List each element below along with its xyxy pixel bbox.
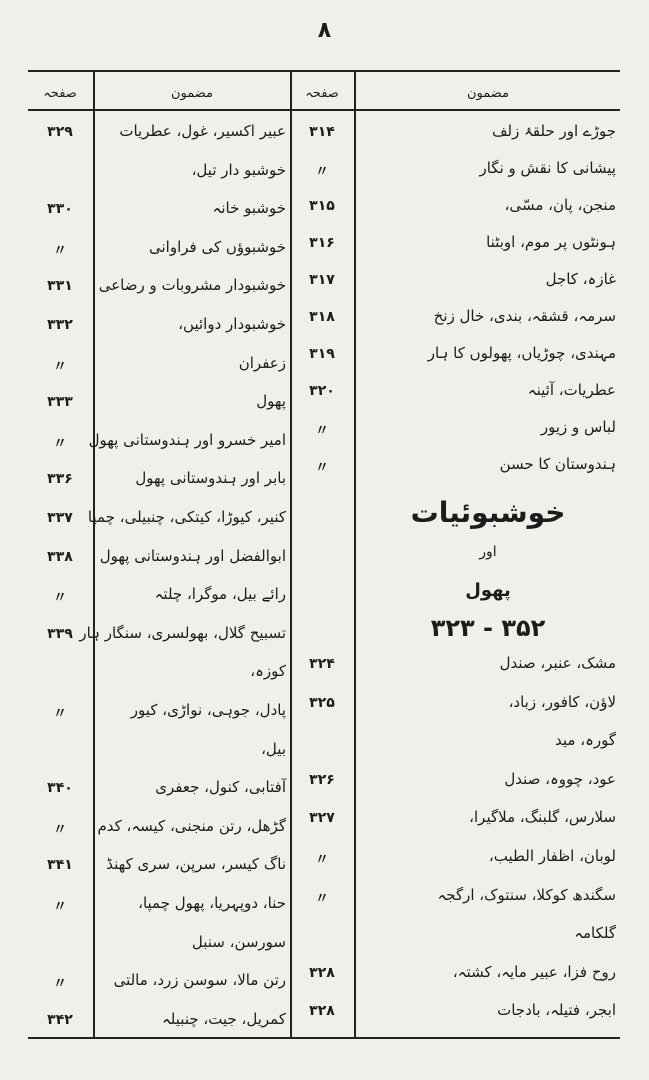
right-row-subject: لاؤن، کافور، زباد،	[508, 692, 616, 711]
left-row-page: ۳۳۶	[47, 471, 73, 488]
left-row-page: 〃	[53, 899, 67, 915]
right-row-page: 〃	[315, 852, 329, 868]
header-page-right: صفحہ	[305, 86, 339, 101]
left-row-subject: پھول	[256, 392, 286, 411]
right-row-subject: روح فزا، عبیر مایہ، کشتہ،	[452, 962, 616, 981]
left-row-page: ۳۳۲	[47, 317, 73, 333]
left-row-subject: خوشبودار دوائیں،	[178, 315, 286, 333]
section-page-range: ۳۲۳ - ۳۵۲	[430, 614, 546, 642]
column-divider-right	[354, 70, 356, 1039]
right-row-subject: مشک، عنبر، صندل	[499, 654, 616, 672]
right-row-subject: مہندی، چوڑیاں، پھولوں کا ہار	[427, 344, 616, 362]
left-row-subject: ابوالفضل اور ہندوستانی پھول	[99, 546, 286, 565]
left-row-subject: بابر اور ہندوستانی پھول	[135, 469, 286, 488]
left-row-subject: رتن مالا، سوسن زرد، مالتی	[113, 971, 286, 990]
left-row-subject: بیل،	[261, 739, 286, 758]
column-divider-middle	[290, 70, 292, 1039]
right-row-page: ۳۱۴	[309, 124, 335, 140]
left-row-page: 〃	[53, 590, 67, 607]
left-row-page: ۳۳۹	[47, 625, 73, 642]
right-row-subject: سلارس، گلبنگ، ملاگیرا،	[469, 808, 616, 827]
right-row-page: ۳۱۶	[309, 235, 335, 251]
left-row-subject: ناگ کیسر، سرپن، سری کھنڈ	[106, 855, 286, 874]
section-connector: اور	[479, 544, 497, 560]
header-subject-right: مضمون	[466, 86, 509, 101]
left-row-page: 〃	[53, 358, 67, 375]
right-row-subject: ہونٹوں پر موم، اوبٹنا	[486, 233, 616, 251]
right-row-page: 〃	[315, 423, 329, 439]
left-row-page: ۳۴۲	[47, 1011, 73, 1028]
left-row-subject: زعفران	[238, 353, 286, 372]
left-row-subject: کمریل، جیت، چنبیلہ	[162, 1009, 286, 1028]
section-subtitle: پھول	[465, 580, 511, 601]
right-row-subject: گورہ، مید	[555, 731, 616, 750]
right-row-subject: سگندھ کوکلا، سنتوک، ارگجہ	[437, 885, 616, 904]
right-row-page: 〃	[315, 164, 329, 180]
header-subject-left: مضمون	[170, 86, 213, 101]
right-row-subject: پیشانی کا نقش و نگار	[479, 159, 616, 177]
left-row-subject: خوشبو خانہ	[212, 199, 286, 218]
column-divider-left	[93, 70, 95, 1039]
right-row-subject: ابجر، فتیلہ، بادجات	[497, 1001, 616, 1020]
right-row-subject: لوبان، اظفار الطیب،	[488, 847, 616, 865]
header-rule	[28, 109, 620, 111]
right-row-page: ۳۱۵	[309, 198, 335, 214]
right-row-page: ۳۲۸	[309, 964, 335, 981]
left-row-page: 〃	[53, 976, 67, 993]
right-row-subject: ہندوستان کا حسن	[499, 455, 616, 473]
section-title: خوشبوئیات	[410, 496, 566, 529]
header-page-left: صفحہ	[43, 86, 77, 101]
left-row-subject: خوشبوؤں کی فراوانی	[148, 237, 286, 256]
left-row-page: 〃	[53, 435, 67, 452]
right-row-page: ۳۱۹	[309, 346, 335, 362]
left-row-subject: پادل، جوہی، نواڑی، کیور	[130, 701, 286, 719]
left-row-subject: گڑھل، رتن منجنی، کیسہ، کدم	[97, 816, 286, 835]
right-row-page: ۳۲۴	[309, 656, 335, 672]
left-row-page: ۳۳۳	[47, 394, 73, 411]
left-row-subject: حنا، دوپہریا، پھول چمپا،	[138, 894, 286, 912]
right-row-page: 〃	[315, 460, 329, 476]
right-row-subject: منجن، پان، مسّی،	[504, 196, 616, 214]
left-row-subject: امیر خسرو اور ہندوستانی پھول	[88, 430, 286, 449]
right-row-page: 〃	[315, 890, 329, 907]
left-row-page: ۳۲۹	[47, 124, 73, 140]
left-row-subject: سورسن، سنبل	[191, 932, 286, 951]
top-rule	[28, 70, 620, 72]
right-row-page: ۳۲۷	[309, 810, 335, 827]
left-row-page: 〃	[53, 706, 67, 722]
left-row-page: ۳۳۰	[47, 201, 73, 218]
right-row-subject: غازہ، کاجل	[545, 270, 616, 288]
left-row-subject: خوشبودار مشروبات و رضاعی	[98, 276, 286, 295]
left-row-page: ۳۴۱	[47, 857, 73, 874]
left-row-subject: عبیر اکسیر، غول، عطریات	[119, 122, 286, 140]
right-row-subject: گلکامہ	[574, 924, 616, 943]
right-row-page: ۳۲۸	[309, 1003, 335, 1020]
right-row-subject: عود، چووہ، صندل	[504, 769, 616, 788]
right-row-page: ۳۱۷	[309, 272, 335, 288]
right-row-subject: سرمہ، قشقہ، بندی، خال زنخ	[433, 307, 616, 325]
left-row-page: ۳۳۷	[47, 510, 73, 526]
page-number: ۸	[317, 18, 332, 43]
left-row-subject: آفتابی، کنول، جعفری	[155, 778, 286, 797]
left-row-page: ۳۳۸	[47, 548, 73, 565]
left-row-subject: کوزہ،	[250, 662, 286, 681]
right-row-page: ۳۲۵	[309, 694, 335, 711]
right-row-page: ۳۲۶	[309, 771, 335, 788]
left-row-page: ۳۳۱	[47, 278, 73, 295]
right-row-subject: عطریات، آئینہ	[527, 381, 616, 399]
right-row-subject: جوڑے اور حلقۂ زلف	[492, 122, 616, 140]
right-row-page: ۳۱۸	[309, 309, 335, 325]
left-row-page: 〃	[53, 821, 67, 838]
right-row-page: ۳۲۰	[309, 383, 335, 399]
right-row-subject: لباس و زیور	[540, 418, 616, 436]
left-row-page: 〃	[53, 242, 67, 259]
left-row-subject: رائے بیل، موگرا، چلتہ	[154, 585, 286, 604]
left-row-subject: کنیر، کیوڑا، کیتکی، چنبیلی، چمپا	[87, 508, 286, 526]
left-row-subject: تسبیح گلال، بھولسری، سنگار ہار	[79, 623, 286, 642]
bottom-rule	[28, 1037, 620, 1039]
left-row-subject: خوشبو دار تیل،	[191, 160, 286, 179]
left-row-page: ۳۴۰	[47, 780, 73, 797]
